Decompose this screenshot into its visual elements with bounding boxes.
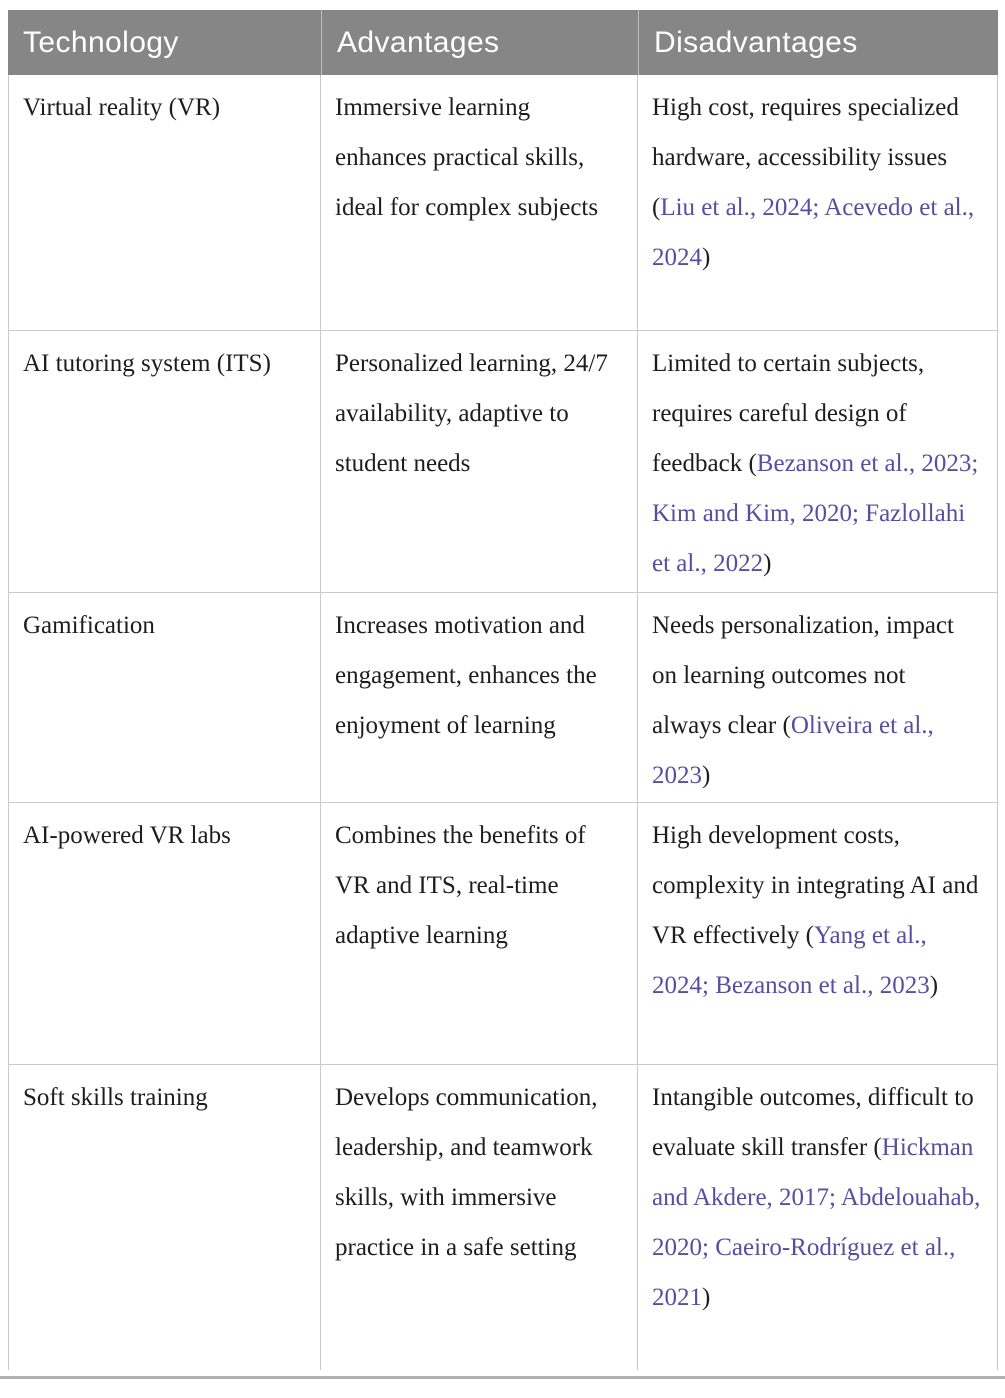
advantages-cell: Combines the benefits of VR and ITS, real-time adaptive learning <box>321 803 638 1064</box>
header-cell-technology: Technology <box>23 25 179 59</box>
cell-text: Needs personalization, impact on learning outcomes not always clear ( <box>652 612 954 739</box>
table-header-row <box>8 10 998 75</box>
disadvantages-cell <box>638 803 998 1064</box>
cell-text: Intangible outcomes, difficult to evaluate skill transfer ( <box>652 1084 974 1161</box>
cell-text: ) <box>929 972 939 999</box>
table-row <box>8 331 998 593</box>
table-bottom-rule <box>0 1376 1005 1379</box>
header-cell-advantages: Advantages <box>321 10 638 75</box>
disadvantages-cell <box>638 593 998 802</box>
disadvantages-cell <box>638 75 998 330</box>
cell-text: Limited to certain subjects, requires careful design of feedback ( <box>652 350 925 477</box>
technology-comparison-table <box>8 10 998 1370</box>
citation-link[interactable]: Oliveira et al., 2023 <box>652 712 934 789</box>
cell-text: High cost, requires specialized hardware, accessibility issues ( <box>652 94 959 221</box>
table-row <box>8 803 998 1065</box>
disadvantages-cell <box>638 331 998 592</box>
table-row <box>8 593 998 803</box>
technology-cell: Gamification <box>8 593 321 802</box>
technology-cell: AI-powered VR labs <box>8 803 321 1064</box>
table-row <box>8 75 998 331</box>
citation-link[interactable]: Liu et al., 2024; Acevedo et al., 2024 <box>652 194 975 271</box>
advantages-cell: Personalized learning, 24/7 availability, adaptive to student needs <box>321 331 638 592</box>
cell-text: ) <box>702 244 711 271</box>
cell-text: ) <box>702 1284 711 1311</box>
advantages-cell: Develops communication, leadership, and teamwork skills, with immersive practice in a safe setting <box>321 1065 638 1370</box>
advantages-cell: Immersive learning enhances practical skills, ideal for complex subjects <box>321 75 638 330</box>
cell-text: ) <box>763 550 772 577</box>
technology-cell: Soft skills training <box>8 1065 321 1370</box>
citation-link[interactable]: Hickman and Akdere, 2017; Abdelouahab, 2020; Caeiro-Rodríguez et al., 2021 <box>652 1134 981 1311</box>
disadvantages-cell <box>638 1065 998 1370</box>
table-row <box>8 1065 998 1370</box>
cell-text: ) <box>702 762 711 789</box>
advantages-cell: Increases motivation and engagement, enhances the enjoyment of learning <box>321 593 638 802</box>
citation-link[interactable]: Bezanson et al., 2023; Kim and Kim, 2020; Fazlollahi et al., 2022 <box>652 450 979 577</box>
technology-cell: AI tutoring system (ITS) <box>8 331 321 592</box>
technology-cell: Virtual reality (VR) <box>8 75 321 330</box>
cell-text: High development costs, complexity in integrating AI and VR effectively ( <box>652 822 979 949</box>
citation-link[interactable]: Yang et al., 2024; Bezanson et al., 2023 <box>652 922 930 999</box>
header-cell-disadvantages: Disadvantages <box>638 10 998 75</box>
